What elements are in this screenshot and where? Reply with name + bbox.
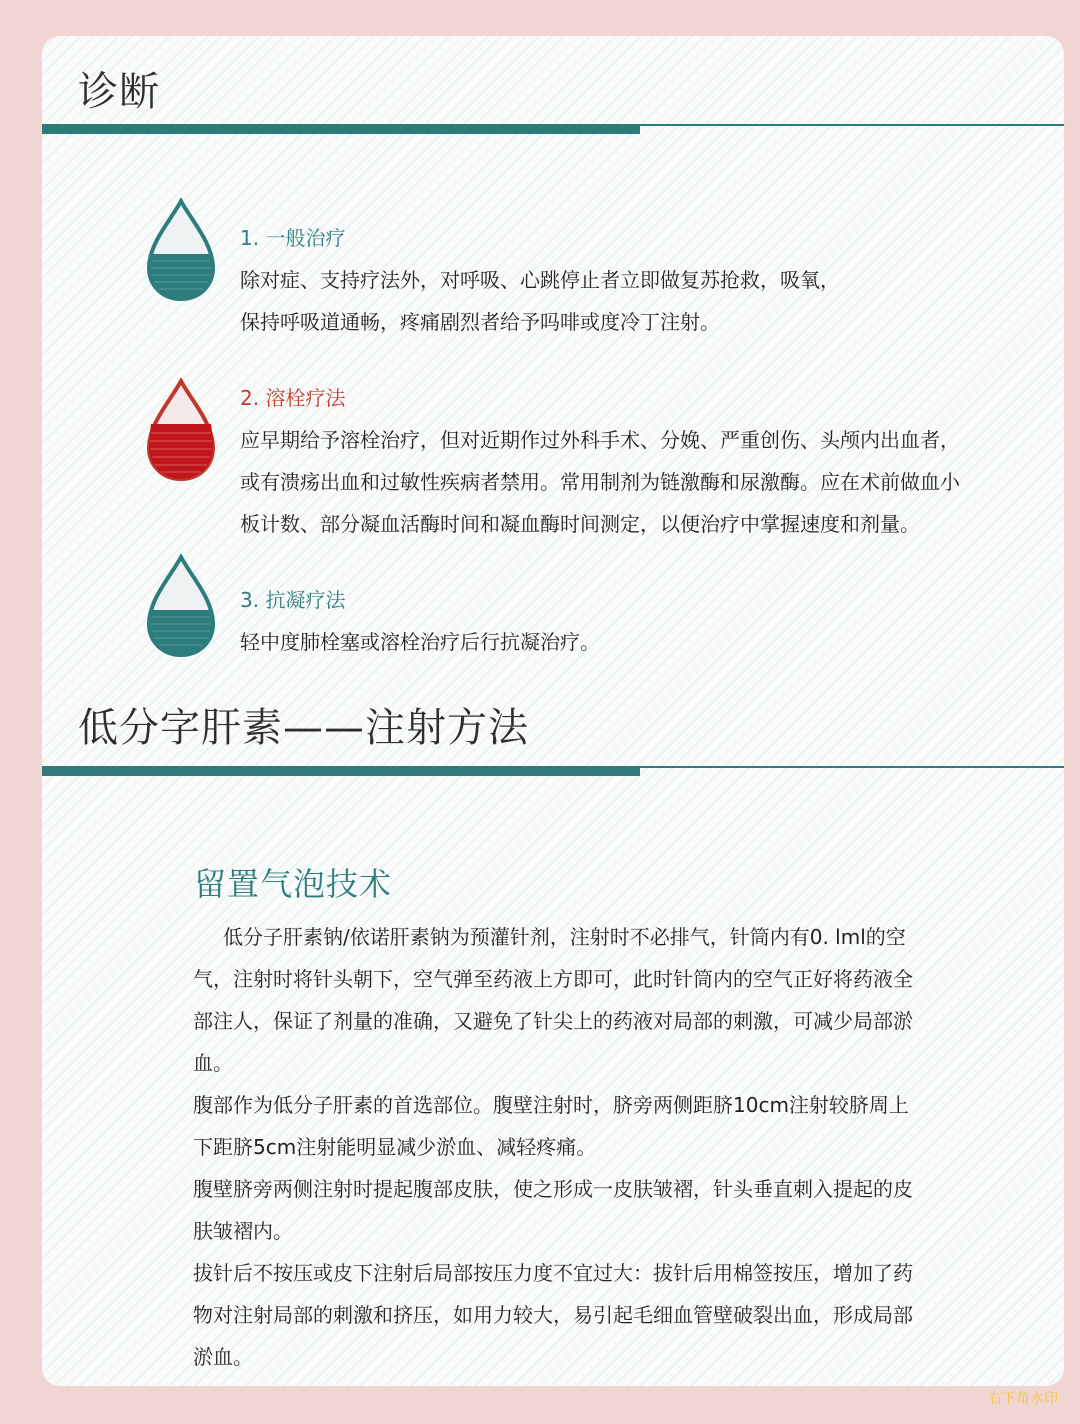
item-title-anticoagulation: 3. 抗凝疗法 (240, 588, 346, 612)
paragraph: 低分子肝素钠/依诺肝素钠为预灌针剂，注射时不必排气，针筒内有0. lml的空气，注射时将针头朝下，空气弹至药液上方即可，此时针筒内的空气正好将药液全部注人，保证了剂量的准确，又避免了针尖上的药液对局部的刺激，可减少局部淤血。 (193, 925, 913, 1075)
item-body-anticoagulation: 轻中度肺栓塞或溶栓治疗后行抗凝治疗。 (240, 630, 600, 654)
section-divider-thick (42, 766, 640, 776)
item-title-thrombolysis: 2. 溶栓疗法 (240, 386, 346, 410)
item-body-general-treatment: 除对症、支持疗法外，对呼吸、心跳停止者立即做复苏抢救，吸氧，保持呼吸道通畅，疼痛剧烈者给予吗啡或度冷丁注射。 (240, 268, 840, 334)
section-title-diagnosis: 诊断 (78, 69, 160, 115)
item-title-general-treatment: 1. 一般治疗 (240, 226, 346, 250)
subheading-bubble-technique: 留置气泡技术 (194, 865, 393, 903)
paragraph: 腹壁脐旁两侧注射时提起腹部皮肤，使之形成一皮肤皱褶，针头垂直刺入提起的皮肤皱褶内。 (193, 1177, 913, 1243)
teal-drop-icon (146, 198, 216, 302)
red-drop-icon (146, 378, 216, 482)
item-body-thrombolysis: 应早期给予溶栓治疗，但对近期作过外科手术、分娩、严重创伤、头颅内出血者，或有溃疡出血和过敏性疾病者禁用。常用制剂为链激酶和尿激酶。应在术前做血小板计数、部分凝血活酶时间和凝血酶时间测定，以便治疗中掌握速度和剂量。 (240, 428, 960, 536)
paragraph: 腹部作为低分子肝素的首选部位。腹壁注射时，脐旁两侧距脐10cm注射较脐周上下距脐5cm注射能明显减少淤血、减轻疼痛。 (193, 1093, 909, 1159)
teal-drop-icon (146, 554, 216, 658)
section-divider-thick (42, 124, 640, 134)
watermark: 右下角水印 (988, 1391, 1058, 1407)
injection-method-text (193, 916, 923, 1378)
section-title-injection: 低分字肝素——注射方法 (78, 705, 529, 751)
content-card (42, 36, 1064, 1386)
paragraph: 拔针后不按压或皮下注射后局部按压力度不宜过大：拔针后用棉签按压，增加了药物对注射局部的刺激和挤压，如用力较大，易引起毛细血管壁破裂出血，形成局部淤血。 (193, 1261, 913, 1369)
